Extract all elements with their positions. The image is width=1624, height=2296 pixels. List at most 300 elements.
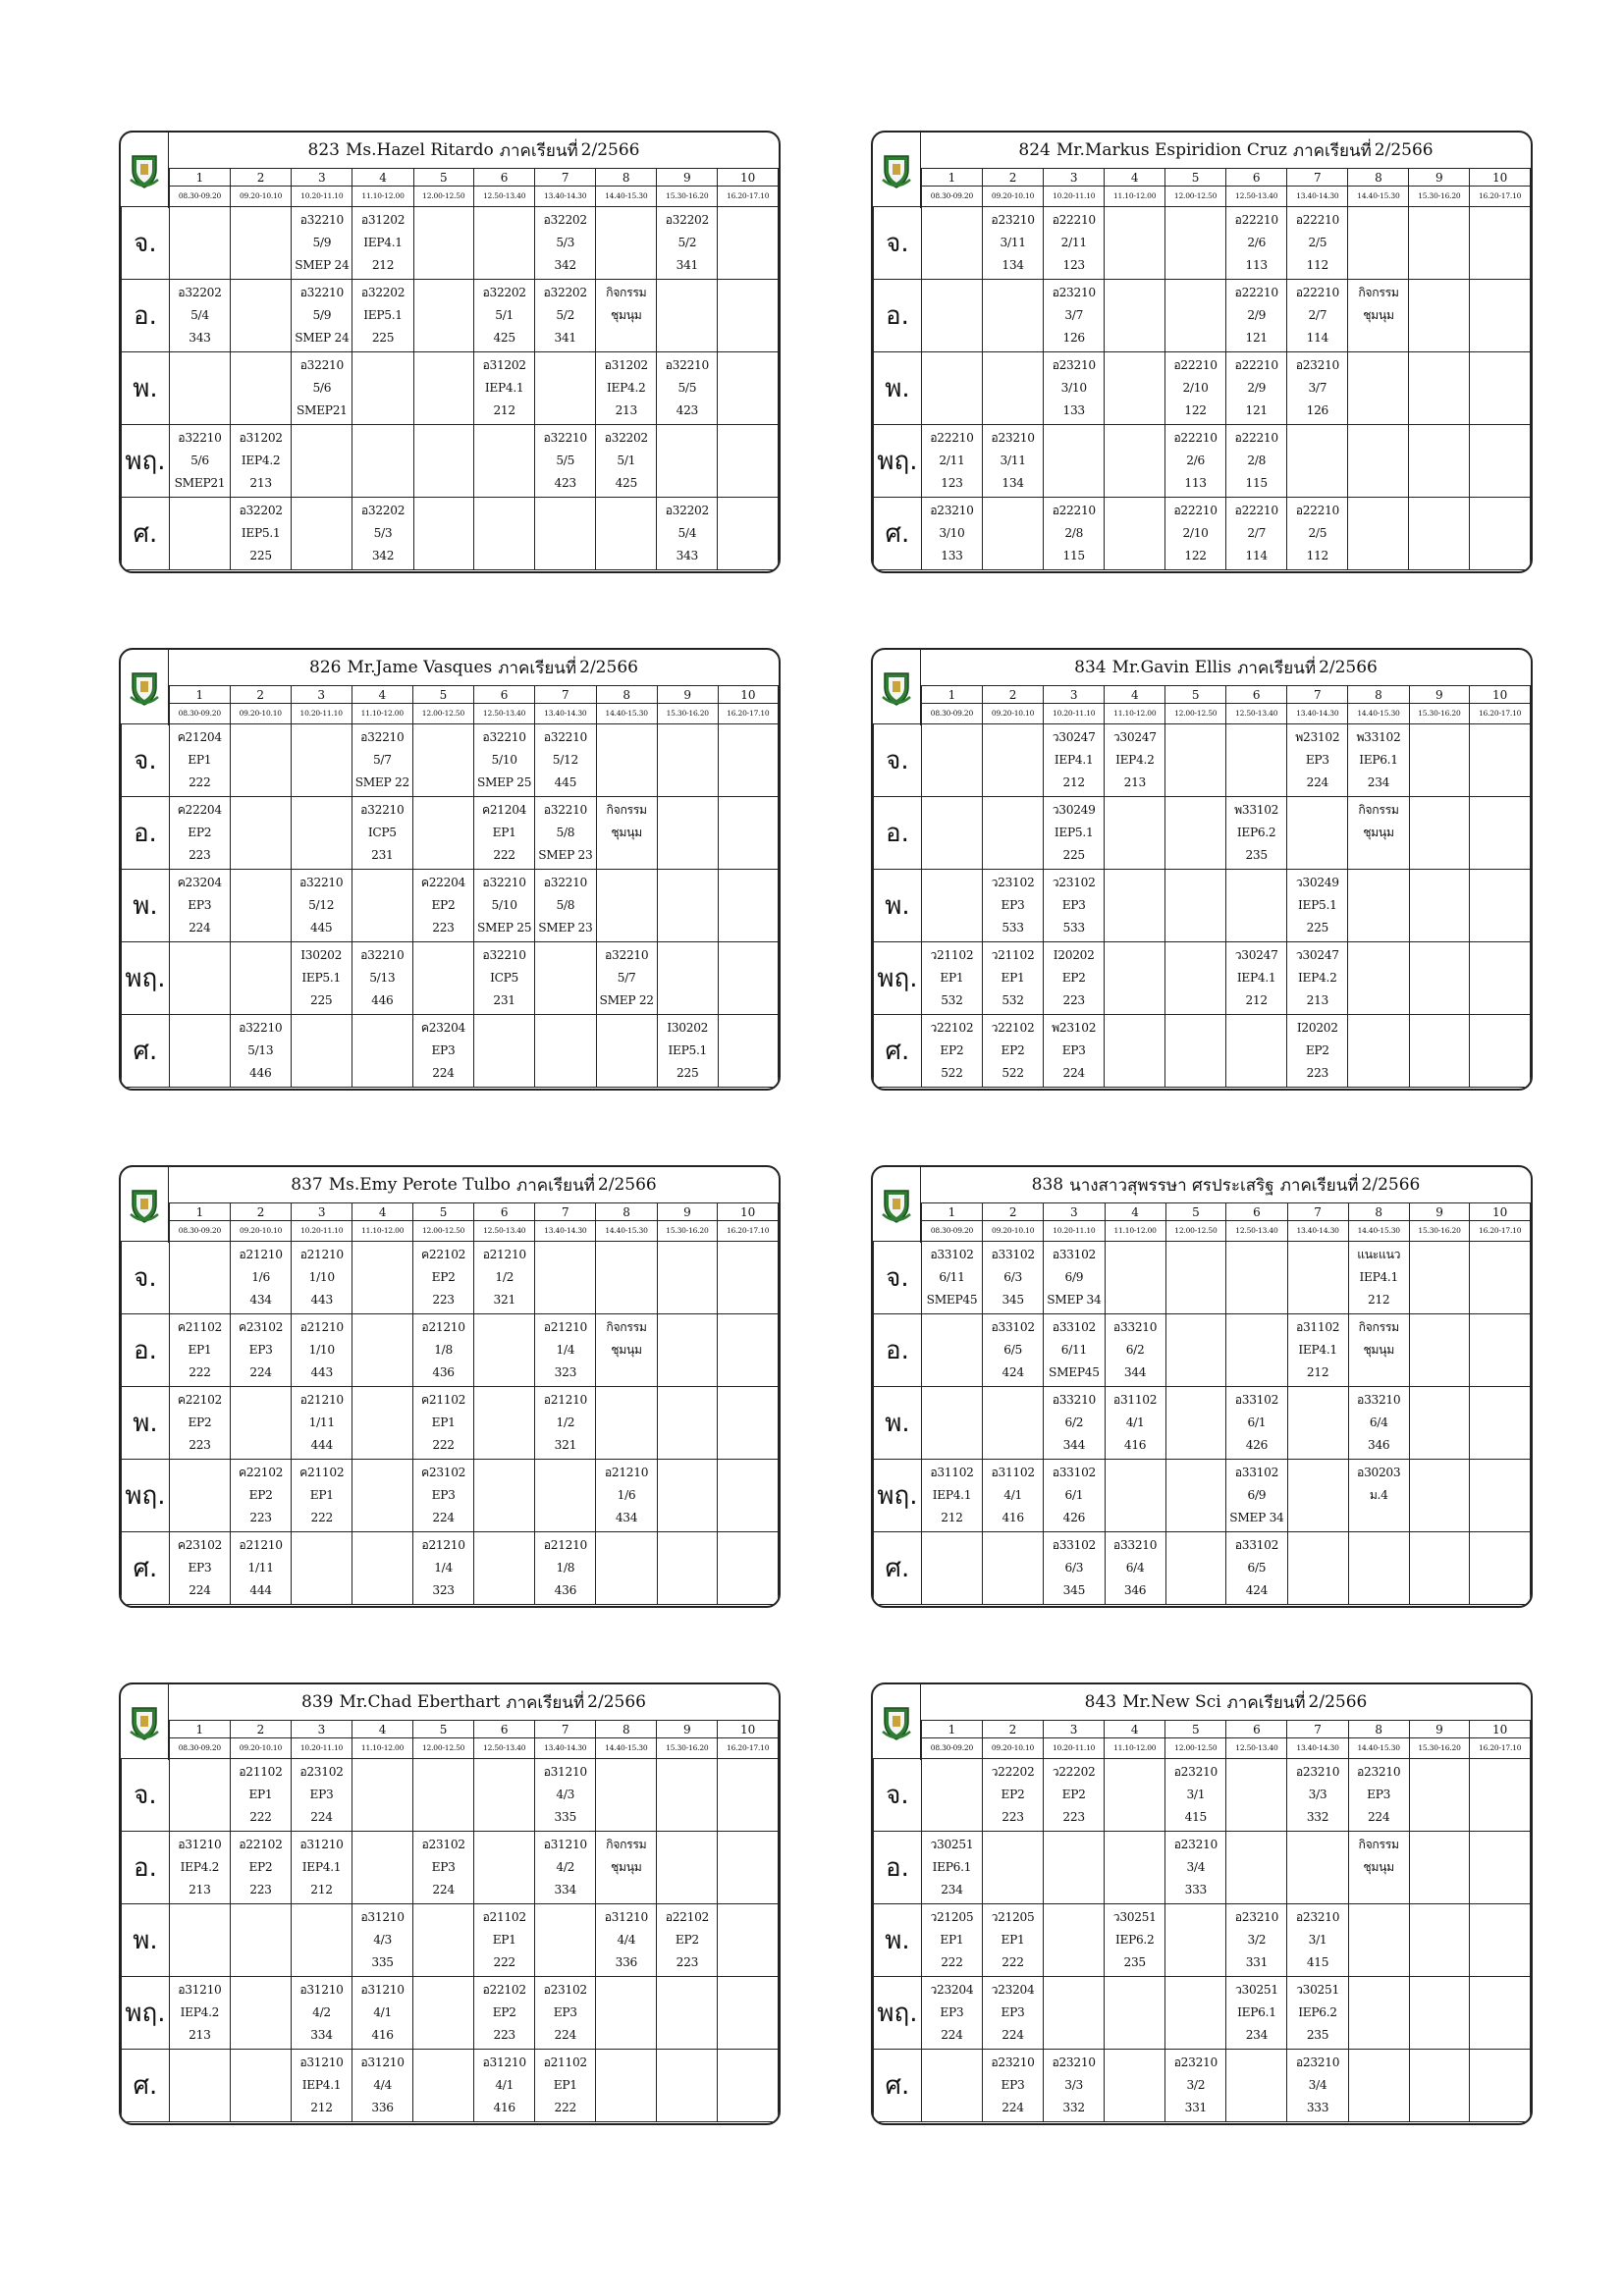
class-group: IEP4.1 bbox=[1054, 753, 1094, 767]
class-slot bbox=[474, 1977, 535, 2050]
period-time: 11.10-12.00 bbox=[352, 704, 412, 724]
class-slot bbox=[1105, 1904, 1165, 1977]
class-slot-content bbox=[658, 1015, 718, 1085]
class-slot bbox=[1348, 1460, 1409, 1532]
room: 331 bbox=[1245, 1955, 1269, 1969]
class-group: IEP6.2 bbox=[1298, 2005, 1337, 2019]
class-slot bbox=[1105, 724, 1165, 797]
day-label: จ. bbox=[874, 724, 922, 797]
empty-slot bbox=[1409, 1904, 1470, 1977]
period-time: 12.00-12.50 bbox=[1164, 187, 1225, 207]
class-slot bbox=[535, 2050, 596, 2122]
room: 416 bbox=[1001, 1511, 1024, 1524]
class-group: EP2 bbox=[1061, 1788, 1086, 1801]
room: 222 bbox=[189, 775, 211, 789]
empty-slot bbox=[1409, 1759, 1470, 1832]
class-slot-content bbox=[474, 942, 534, 1012]
empty-slot bbox=[169, 1904, 230, 1977]
class-group: 3/10 bbox=[1060, 381, 1087, 395]
class-group: EP3 bbox=[188, 898, 212, 912]
room: 332 bbox=[1306, 1810, 1329, 1824]
class-slot-content bbox=[1044, 1242, 1104, 1311]
period-time: 09.20-10.10 bbox=[231, 187, 292, 207]
header-corner bbox=[122, 1721, 170, 1759]
empty-slot bbox=[413, 352, 474, 425]
timetable-card bbox=[119, 1682, 781, 2125]
class-slot-content bbox=[292, 352, 352, 422]
class-slot-content bbox=[597, 797, 657, 844]
class-slot-content bbox=[535, 1759, 595, 1829]
empty-slot bbox=[921, 280, 982, 352]
room: 333 bbox=[1306, 2101, 1329, 2114]
period-number: 3 bbox=[1044, 1203, 1105, 1221]
class-slot-content bbox=[1226, 498, 1286, 567]
room: 235 bbox=[1306, 2028, 1329, 2042]
room: 224 bbox=[554, 2028, 576, 2042]
class-slot-content bbox=[983, 1759, 1043, 1829]
class-slot-content bbox=[983, 1460, 1043, 1529]
room: 332 bbox=[1062, 2101, 1085, 2114]
subject-code: อ22210 bbox=[1234, 358, 1278, 372]
room: 231 bbox=[493, 993, 515, 1007]
empty-slot bbox=[230, 870, 291, 942]
period-time: 12.50-13.40 bbox=[1226, 1221, 1287, 1242]
subject-code: อ22210 bbox=[1234, 504, 1278, 517]
empty-slot bbox=[657, 797, 718, 870]
period-number: 10 bbox=[1470, 1721, 1531, 1738]
class-slot-content bbox=[1349, 1242, 1409, 1311]
empty-slot bbox=[982, 797, 1043, 870]
period-time: 08.30-09.20 bbox=[921, 1221, 982, 1242]
class-slot bbox=[292, 352, 352, 425]
period-time: 12.50-13.40 bbox=[474, 1738, 535, 1759]
empty-slot bbox=[1409, 280, 1470, 352]
room: 423 bbox=[554, 476, 576, 490]
class-slot bbox=[657, 207, 718, 280]
day-label: อ. bbox=[122, 280, 170, 352]
class-slot-content bbox=[1106, 1314, 1165, 1384]
class-slot bbox=[1226, 425, 1287, 498]
subject-code: อ31210 bbox=[178, 1838, 222, 1851]
class-slot-content bbox=[1044, 498, 1104, 567]
room: 222 bbox=[493, 1955, 515, 1969]
class-group: 3/3 bbox=[1064, 2078, 1083, 2092]
subject-code: อ33102 bbox=[1234, 1466, 1279, 1479]
room: 223 bbox=[1306, 1066, 1328, 1080]
class-group: ชุมนุม bbox=[611, 826, 642, 839]
day-label: พฤ. bbox=[122, 1460, 170, 1532]
class-slot bbox=[231, 425, 292, 498]
subject-code: อ31210 bbox=[543, 1838, 587, 1851]
period-time: 15.30-16.20 bbox=[1409, 704, 1470, 724]
room: 343 bbox=[189, 331, 211, 345]
class-slot-content bbox=[1226, 797, 1286, 867]
class-slot-content bbox=[983, 870, 1043, 939]
day-label: จ. bbox=[122, 1759, 170, 1832]
class-slot bbox=[1044, 942, 1105, 1015]
class-slot-content bbox=[922, 1904, 982, 1974]
period-number: 2 bbox=[231, 1203, 292, 1221]
class-group: 4/4 bbox=[373, 2078, 392, 2092]
empty-slot bbox=[1409, 1832, 1470, 1904]
class-group: IEP4.1 bbox=[301, 1860, 342, 1874]
day-row bbox=[874, 724, 1531, 797]
class-group: 6/2 bbox=[1125, 1343, 1145, 1357]
subject-code: ค22102 bbox=[239, 1466, 284, 1479]
class-slot bbox=[473, 942, 534, 1015]
room: 114 bbox=[1306, 331, 1329, 345]
empty-slot bbox=[1287, 797, 1348, 870]
subject-code: ค22102 bbox=[177, 1393, 222, 1407]
empty-slot bbox=[413, 1977, 474, 2050]
day-label: พฤ. bbox=[122, 1977, 170, 2050]
subject-code: อ31210 bbox=[360, 2056, 405, 2069]
class-slot bbox=[921, 425, 982, 498]
period-time: 08.30-09.20 bbox=[169, 704, 230, 724]
class-slot bbox=[352, 1977, 413, 2050]
class-group: EP1 bbox=[188, 753, 212, 767]
period-time: 14.40-15.30 bbox=[596, 704, 657, 724]
room: 222 bbox=[432, 1438, 455, 1452]
empty-slot bbox=[718, 1015, 778, 1088]
timetable-grid bbox=[121, 1720, 779, 2122]
term-value: 2/2566 bbox=[579, 658, 638, 677]
class-slot-content bbox=[596, 1460, 656, 1529]
class-group: 1/11 bbox=[247, 1561, 274, 1575]
class-group: 1/6 bbox=[251, 1270, 270, 1284]
room: 223 bbox=[189, 848, 211, 862]
empty-slot bbox=[1348, 352, 1409, 425]
class-group: 6/1 bbox=[1064, 1488, 1084, 1502]
subject-code: ว30251 bbox=[930, 1838, 974, 1851]
class-slot-content bbox=[292, 1460, 352, 1529]
room: SMEP21 bbox=[296, 403, 348, 417]
class-group: 5/13 bbox=[247, 1043, 274, 1057]
room: 423 bbox=[676, 403, 698, 417]
empty-slot bbox=[1348, 1532, 1409, 1605]
empty-slot bbox=[1470, 280, 1531, 352]
class-slot bbox=[292, 280, 352, 352]
empty-slot bbox=[1165, 942, 1226, 1015]
room: 224 bbox=[432, 1883, 455, 1896]
subject-code: ค23102 bbox=[177, 1538, 222, 1552]
empty-slot bbox=[1105, 425, 1165, 498]
room: 342 bbox=[371, 549, 395, 562]
class-slot bbox=[231, 1460, 292, 1532]
term-value: 2/2566 bbox=[1374, 140, 1434, 160]
subject-code: อ33102 bbox=[1052, 1538, 1096, 1552]
class-slot bbox=[1044, 724, 1105, 797]
class-slot bbox=[352, 207, 413, 280]
subject-code: อ22210 bbox=[1173, 358, 1218, 372]
period-number: 10 bbox=[718, 1203, 779, 1221]
header-corner bbox=[122, 686, 170, 724]
class-slot bbox=[596, 1314, 657, 1387]
room: 444 bbox=[310, 1438, 333, 1452]
subject-code: อ22210 bbox=[1052, 504, 1096, 517]
class-slot-content bbox=[413, 1387, 473, 1457]
day-row bbox=[122, 1460, 779, 1532]
period-time: 12.50-13.40 bbox=[474, 1221, 535, 1242]
day-row bbox=[122, 1387, 779, 1460]
class-group: 6/3 bbox=[1003, 1270, 1022, 1284]
class-slot bbox=[412, 1015, 473, 1088]
class-group: ICP5 bbox=[490, 971, 519, 985]
class-slot-content bbox=[983, 1015, 1043, 1085]
empty-slot bbox=[596, 1977, 657, 2050]
subject-code: อ31210 bbox=[360, 1983, 405, 1997]
empty-slot bbox=[352, 1314, 413, 1387]
header-corner bbox=[874, 169, 922, 207]
empty-slot bbox=[291, 1904, 352, 1977]
class-slot bbox=[535, 724, 596, 797]
empty-slot bbox=[1165, 1242, 1226, 1314]
class-slot-content bbox=[474, 352, 534, 422]
day-row bbox=[874, 797, 1531, 870]
room: 234 bbox=[1367, 775, 1390, 789]
class-slot-content bbox=[1287, 1759, 1347, 1829]
empty-slot bbox=[412, 797, 473, 870]
class-group: ชุมนุม bbox=[1363, 826, 1394, 839]
day-row bbox=[874, 1387, 1531, 1460]
class-slot bbox=[413, 1532, 474, 1605]
subject-code: อ32202 bbox=[482, 286, 526, 299]
day-row bbox=[874, 425, 1531, 498]
empty-slot bbox=[352, 352, 413, 425]
class-group: EP1 bbox=[940, 1933, 964, 1947]
class-slot-content bbox=[474, 1977, 534, 2047]
subject-code: อ21210 bbox=[421, 1320, 465, 1334]
subject-code: อ21210 bbox=[543, 1538, 588, 1552]
subject-code: อ32210 bbox=[299, 358, 344, 372]
day-row bbox=[874, 352, 1531, 425]
subject-code: กิจกรรม bbox=[1358, 803, 1399, 817]
period-number: 10 bbox=[718, 169, 779, 187]
empty-slot bbox=[474, 1460, 535, 1532]
subject-code: ว22102 bbox=[991, 1021, 1035, 1035]
room: 222 bbox=[554, 2101, 576, 2114]
period-header-row bbox=[874, 686, 1531, 704]
timetable-grid bbox=[873, 1720, 1531, 2122]
class-group: 2/8 bbox=[1064, 526, 1084, 540]
class-slot bbox=[169, 1977, 230, 2050]
class-slot bbox=[1105, 1387, 1165, 1460]
room: SMEP 22 bbox=[354, 775, 409, 789]
class-slot-content bbox=[922, 1015, 982, 1085]
class-slot bbox=[230, 1015, 291, 1088]
day-row bbox=[122, 1977, 779, 2050]
class-slot-content bbox=[292, 1242, 352, 1311]
class-group: ชุมนุม bbox=[611, 308, 642, 322]
period-number: 4 bbox=[352, 169, 413, 187]
class-slot-content bbox=[474, 1242, 534, 1311]
class-group: 5/8 bbox=[556, 826, 575, 839]
empty-slot bbox=[596, 1015, 657, 1088]
room: 222 bbox=[493, 848, 515, 862]
class-group: 5/3 bbox=[556, 236, 575, 249]
class-group: EP1 bbox=[309, 1488, 334, 1502]
empty-slot bbox=[1044, 1832, 1105, 1904]
period-time: 11.10-12.00 bbox=[352, 187, 413, 207]
class-group: 5/7 bbox=[372, 753, 392, 767]
day-label: อ. bbox=[122, 1314, 170, 1387]
period-header-row bbox=[122, 1203, 779, 1221]
subject-code: อ31202 bbox=[360, 213, 406, 227]
period-number: 6 bbox=[1226, 686, 1287, 704]
class-slot-content bbox=[983, 1242, 1043, 1311]
empty-slot bbox=[1348, 942, 1409, 1015]
period-number: 7 bbox=[1287, 1721, 1348, 1738]
room: 334 bbox=[554, 1883, 576, 1896]
room: SMEP 34 bbox=[1047, 1293, 1102, 1307]
room: 415 bbox=[1306, 1955, 1329, 1969]
class-slot-content bbox=[292, 1832, 352, 1901]
class-slot-content bbox=[922, 1977, 982, 2047]
empty-slot bbox=[1287, 1242, 1348, 1314]
class-slot-content bbox=[1165, 1759, 1225, 1829]
term-value: 2/2566 bbox=[1308, 1692, 1368, 1712]
class-slot-content bbox=[983, 207, 1043, 277]
class-group: 6/2 bbox=[1064, 1415, 1084, 1429]
period-time: 12.50-13.40 bbox=[1226, 1738, 1287, 1759]
day-label: ศ. bbox=[874, 2050, 922, 2122]
class-slot bbox=[657, 498, 718, 570]
empty-slot bbox=[1409, 2050, 1470, 2122]
class-slot bbox=[921, 1904, 982, 1977]
class-group: 1/10 bbox=[308, 1270, 335, 1284]
empty-slot bbox=[718, 1977, 779, 2050]
period-time: 14.40-15.30 bbox=[596, 1738, 657, 1759]
day-label: พฤ. bbox=[874, 425, 922, 498]
room: 213 bbox=[1123, 775, 1146, 789]
period-number: 2 bbox=[982, 1721, 1043, 1738]
class-group: 2/7 bbox=[1247, 526, 1267, 540]
subject-code: ว23102 bbox=[1052, 876, 1096, 889]
class-slot bbox=[535, 1314, 596, 1387]
timetable-card bbox=[119, 648, 781, 1091]
class-slot bbox=[1287, 724, 1348, 797]
class-slot bbox=[1165, 1832, 1226, 1904]
room: 224 bbox=[1062, 1066, 1085, 1080]
class-slot-content bbox=[474, 280, 534, 349]
class-slot-content bbox=[1287, 942, 1347, 1012]
subject-code: อ22102 bbox=[239, 1838, 283, 1851]
period-time: 08.30-09.20 bbox=[169, 1221, 230, 1242]
room: 424 bbox=[1001, 1365, 1024, 1379]
class-group: EP3 bbox=[1001, 2078, 1025, 2092]
room: 134 bbox=[1001, 476, 1024, 490]
class-group: 2/6 bbox=[1186, 454, 1205, 467]
class-group: 5/12 bbox=[552, 753, 578, 767]
period-number: 8 bbox=[1348, 686, 1409, 704]
period-number: 9 bbox=[657, 169, 718, 187]
class-slot-content bbox=[231, 1832, 291, 1901]
class-slot-content bbox=[922, 425, 982, 495]
header-corner bbox=[874, 1203, 922, 1242]
room: 223 bbox=[493, 2028, 515, 2042]
class-slot-content bbox=[474, 724, 534, 794]
teacher-code: 839 bbox=[301, 1692, 334, 1712]
subject-code: ว30247 bbox=[1052, 730, 1096, 744]
day-label: พ. bbox=[122, 870, 170, 942]
timetable-grid bbox=[873, 685, 1531, 1088]
class-slot-content bbox=[170, 797, 230, 867]
day-row bbox=[122, 1314, 779, 1387]
class-group: EP1 bbox=[553, 2078, 577, 2092]
subject-code: กิจกรรม bbox=[606, 1838, 647, 1851]
room: 223 bbox=[1062, 1810, 1085, 1824]
empty-slot bbox=[921, 1314, 982, 1387]
period-number: 7 bbox=[1287, 1203, 1348, 1221]
room: 223 bbox=[432, 1293, 455, 1307]
period-time: 15.30-16.20 bbox=[657, 187, 718, 207]
class-slot bbox=[291, 942, 352, 1015]
subject-code: อ33102 bbox=[991, 1248, 1035, 1261]
class-slot bbox=[169, 425, 230, 498]
empty-slot bbox=[1470, 1977, 1531, 2050]
subject-code: อ31102 bbox=[1295, 1320, 1340, 1334]
day-label: พฤ. bbox=[874, 1460, 922, 1532]
class-slot-content bbox=[413, 1015, 473, 1085]
empty-slot bbox=[1348, 1015, 1409, 1088]
room: 346 bbox=[1123, 1583, 1147, 1597]
subject-code: อ31210 bbox=[299, 2056, 344, 2069]
empty-slot bbox=[1105, 2050, 1165, 2122]
class-slot bbox=[292, 1242, 352, 1314]
empty-slot bbox=[1470, 1832, 1531, 1904]
day-row bbox=[122, 1015, 779, 1088]
period-time: 14.40-15.30 bbox=[596, 187, 657, 207]
empty-slot bbox=[718, 1532, 779, 1605]
class-group: ชุมนุม bbox=[1363, 1860, 1394, 1874]
day-row bbox=[874, 1904, 1531, 1977]
class-slot bbox=[1044, 1759, 1105, 1832]
room: 223 bbox=[1001, 1810, 1024, 1824]
teacher-name: Mr.Chad Eberthart bbox=[339, 1692, 501, 1712]
teacher-name: นางสาวสุพรรษา ศรประเสริฐ bbox=[1069, 1175, 1274, 1196]
class-slot bbox=[1044, 1460, 1105, 1532]
empty-slot bbox=[921, 2050, 982, 2122]
period-number: 9 bbox=[657, 1203, 718, 1221]
room: 113 bbox=[1184, 476, 1207, 490]
day-row bbox=[122, 1904, 779, 1977]
header-corner bbox=[122, 169, 170, 207]
period-time: 13.40-14.30 bbox=[1287, 187, 1348, 207]
class-group: EP3 bbox=[188, 1561, 212, 1575]
class-group: ม.4 bbox=[1369, 1488, 1388, 1502]
subject-code: ว22202 bbox=[1052, 1765, 1096, 1779]
empty-slot bbox=[982, 1832, 1043, 1904]
period-number: 9 bbox=[657, 686, 718, 704]
subject-code: อ33102 bbox=[1234, 1538, 1279, 1552]
class-group: 5/7 bbox=[617, 971, 636, 985]
period-time: 08.30-09.20 bbox=[169, 1738, 230, 1759]
subject-code: อ23210 bbox=[1295, 358, 1339, 372]
period-number: 1 bbox=[169, 686, 230, 704]
empty-slot bbox=[718, 870, 778, 942]
class-group: EP1 bbox=[431, 1415, 456, 1429]
subject-code: อ32210 bbox=[178, 431, 222, 445]
class-slot bbox=[1105, 1314, 1165, 1387]
empty-slot bbox=[1470, 498, 1531, 570]
subject-code: อ21210 bbox=[299, 1393, 344, 1407]
subject-code: อ33102 bbox=[930, 1248, 974, 1261]
day-label: อ. bbox=[874, 797, 922, 870]
period-time: 15.30-16.20 bbox=[1409, 187, 1470, 207]
room: 115 bbox=[1062, 549, 1085, 562]
day-row bbox=[874, 2050, 1531, 2122]
subject-code: อ32202 bbox=[543, 286, 587, 299]
